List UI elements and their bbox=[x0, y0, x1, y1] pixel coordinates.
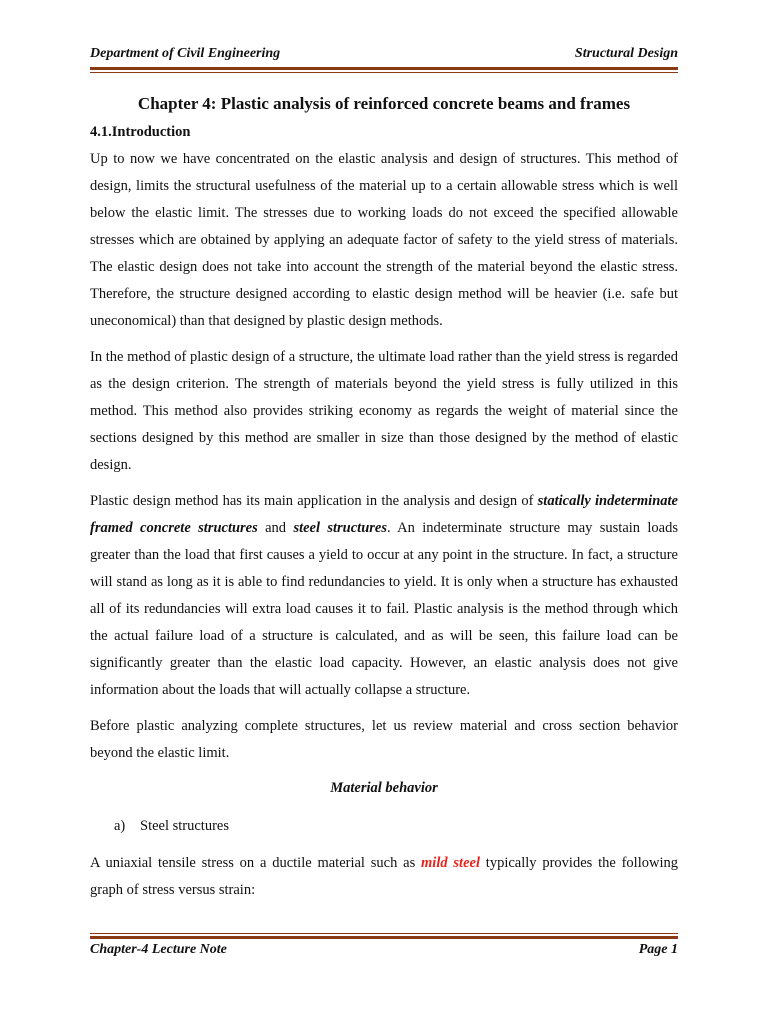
page-footer bbox=[90, 942, 678, 962]
header-rule-thin bbox=[90, 72, 678, 73]
p3-emphasis-steel: steel structures bbox=[293, 520, 387, 536]
p3-text-e: . An indeterminate structure may sustain loads greater than the load that first causes a yield to occur at any point in the structure. In fact, a structure will stand as long as it is able to find redundancies to yield. It is only when a structure has exhausted all of its redundancies will extra load causes it to fail. Plastic analysis is the method through which the actual failure load of a structure is calculated, and as will be seen, this failure load can be significantly greater than the elastic load capacity. However, an elastic analysis does not give information about the loads that will actually collapse a structure. bbox=[90, 520, 679, 698]
p3-emphasis-indeterminate: statically indeterminate framed concrete structures bbox=[90, 493, 678, 536]
header-department: Department of Civil Engineering bbox=[90, 46, 281, 61]
list-item-steel bbox=[114, 818, 229, 835]
list-item-text: Steel structures bbox=[140, 818, 229, 834]
paragraph-plastic-application bbox=[90, 488, 678, 704]
document-page bbox=[90, 0, 678, 1024]
chapter-title: Chapter 4: Plastic analysis of reinforced concrete beams and frames bbox=[137, 94, 631, 113]
paragraph-uniaxial bbox=[90, 850, 678, 904]
header-course: Structural Design bbox=[574, 46, 678, 61]
p3-text-a: Plastic design method has its main application in the analysis and design of bbox=[90, 493, 538, 509]
footer-rule-thin bbox=[90, 933, 678, 934]
material-behavior-subheading: Material behavior bbox=[330, 780, 438, 796]
header-rule-thick bbox=[90, 67, 678, 70]
paragraph-elastic-design: Up to now we have concentrated on the elastic analysis and design of structures. This method of design, limits the structural usefulness of the material up to a certain allowable stress which is well below the elastic limit. The stresses due to working loads do not exceed the specified allowable stresses which are obtained by applying an adequate factor of safety to the yield stress of materials. The elastic design does not take into account the strength of the material beyond the elastic stress. Therefore, the structure designed according to elastic design method will be heavier (i.e. safe but uneconomical) than that designed by plastic design methods. bbox=[90, 151, 678, 329]
footer-rule-thick bbox=[90, 936, 678, 939]
p5-text-c: typically provides the following graph of stress versus strain: bbox=[90, 855, 678, 898]
list-marker: a) bbox=[114, 818, 126, 834]
p5-highlight-mild-steel: mild steel bbox=[421, 855, 480, 871]
p5-text-a: A uniaxial tensile stress on a ductile material such as bbox=[90, 855, 422, 871]
section-heading: 4.1.Introduction bbox=[90, 124, 191, 140]
p3-text-c: and bbox=[257, 520, 294, 536]
page-header bbox=[90, 46, 678, 66]
page-number: Page 1 bbox=[638, 942, 678, 957]
paragraph-plastic-design: In the method of plastic design of a structure, the ultimate load rather than the yield stress is regarded as the design criterion. The strength of materials beyond the yield stress is fully utilized in this method. This method also provides striking economy as regards the weight of material since the sections designed by this method are smaller in size than those designed by the method of elastic design. bbox=[90, 349, 678, 473]
paragraph-review: Before plastic analyzing complete structures, let us review material and cross section behavior beyond the elastic limit. bbox=[90, 718, 678, 761]
footer-note: Chapter-4 Lecture Note bbox=[90, 942, 227, 957]
